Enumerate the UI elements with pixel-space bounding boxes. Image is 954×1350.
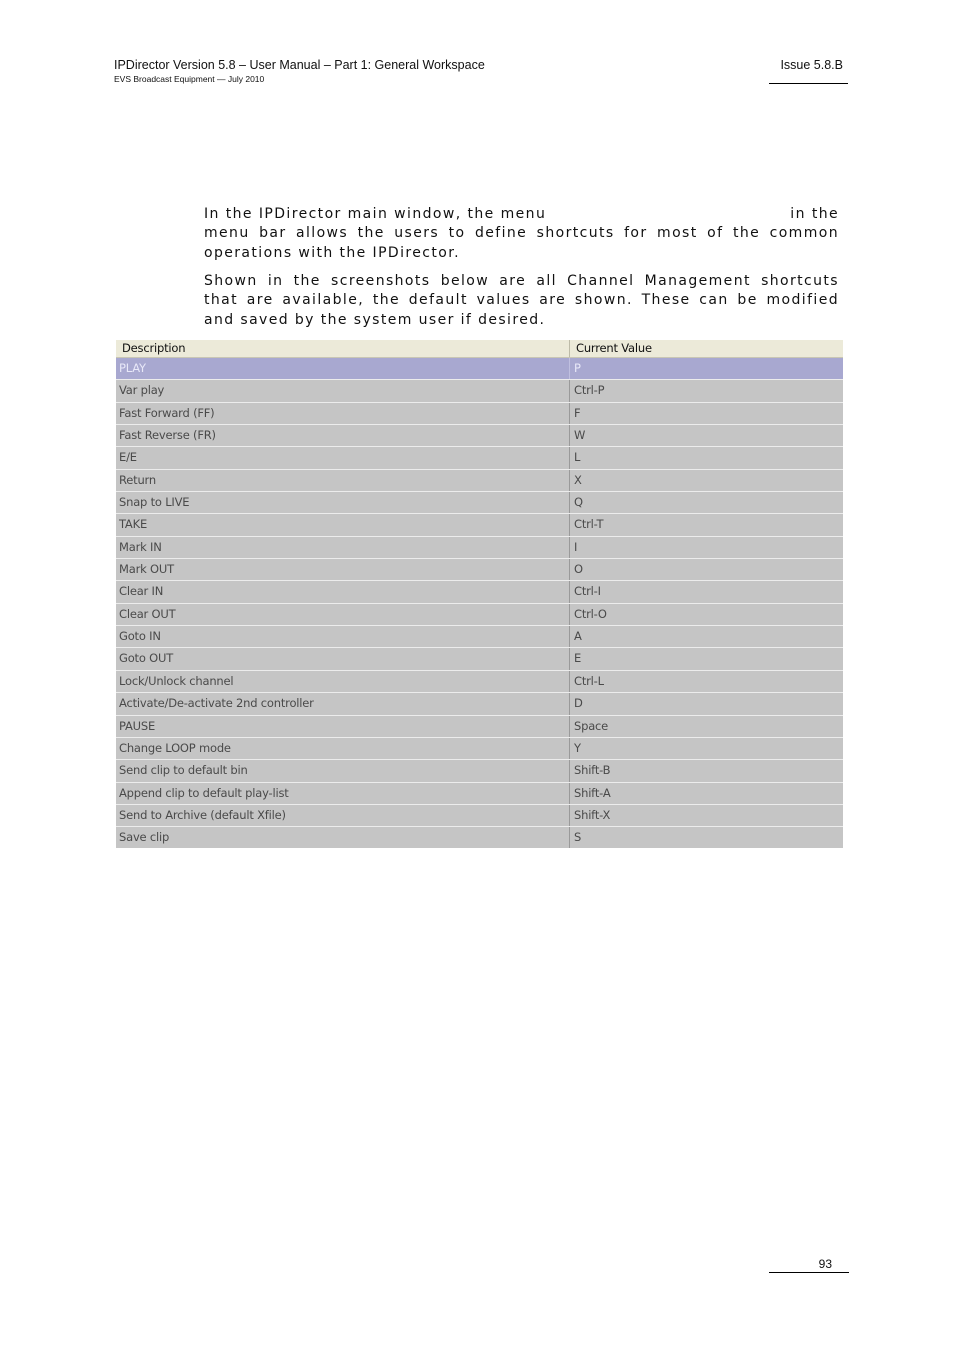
- table-row[interactable]: [116, 581, 843, 603]
- table-row[interactable]: [116, 626, 843, 648]
- shortcut-description: Snap to LIVE: [116, 492, 570, 513]
- shortcut-value[interactable]: Y: [574, 740, 581, 755]
- shortcut-value[interactable]: D: [574, 696, 583, 711]
- shortcut-value[interactable]: Ctrl-L: [574, 673, 604, 688]
- header-subtitle: EVS Broadcast Equipment — July 2010: [114, 74, 265, 84]
- table-row[interactable]: [116, 716, 843, 738]
- shortcut-description: Var play: [116, 380, 570, 401]
- shortcut-value[interactable]: Space: [574, 718, 609, 733]
- table-row[interactable]: [116, 358, 843, 380]
- table-row[interactable]: [116, 425, 843, 447]
- table-row[interactable]: [116, 648, 843, 670]
- intro-paragraph: In the IPDirector main window, the menu in the menu bar allows the users to define shortcuts for most of the common operations with the IPDirector.: [204, 206, 845, 261]
- shortcut-value[interactable]: A: [574, 629, 582, 644]
- description-paragraph: Shown in the screenshots below are all Channel Management shortcuts that are available, the default values are shown. These can be modified and saved by the system user if desired.: [204, 273, 839, 328]
- table-row[interactable]: [116, 693, 843, 715]
- header-title: IPDirector Version 5.8 – User Manual – Part 1: General Workspace: [114, 58, 485, 72]
- table-row[interactable]: [116, 492, 843, 514]
- shortcut-value[interactable]: Ctrl-P: [574, 383, 605, 398]
- shortcut-description: Clear IN: [116, 581, 570, 602]
- shortcut-value[interactable]: Shift-B: [574, 763, 611, 778]
- shortcut-description: Fast Forward (FF): [116, 403, 570, 424]
- shortcut-description: Activate/De-activate 2nd controller: [116, 693, 570, 714]
- table-header: [116, 340, 843, 358]
- shortcut-value[interactable]: I: [574, 539, 578, 554]
- header-rule: [769, 83, 848, 84]
- shortcut-value[interactable]: F: [574, 405, 581, 420]
- shortcut-description: E/E: [116, 447, 570, 468]
- table-row[interactable]: [116, 805, 843, 827]
- shortcut-description: Send clip to default bin: [116, 760, 570, 781]
- shortcut-description: Mark IN: [116, 537, 570, 558]
- shortcut-value[interactable]: Ctrl-O: [574, 606, 607, 621]
- shortcuts-table: [116, 340, 843, 848]
- shortcut-description: Goto IN: [116, 626, 570, 647]
- table-row[interactable]: [116, 470, 843, 492]
- column-header-description[interactable]: Description: [116, 340, 570, 357]
- table-body: [116, 358, 843, 848]
- table-row[interactable]: [116, 403, 843, 425]
- table-row[interactable]: [116, 760, 843, 782]
- shortcut-value[interactable]: X: [574, 472, 582, 487]
- shortcut-description: Save clip: [116, 827, 570, 848]
- table-row[interactable]: [116, 738, 843, 760]
- shortcut-description: Mark OUT: [116, 559, 570, 580]
- shortcut-value[interactable]: S: [574, 830, 582, 845]
- shortcut-value[interactable]: Shift-X: [574, 807, 611, 822]
- shortcut-description: Goto OUT: [116, 648, 570, 669]
- shortcut-description: TAKE: [116, 514, 570, 535]
- shortcut-value[interactable]: O: [574, 562, 583, 577]
- table-row[interactable]: [116, 783, 843, 805]
- shortcut-description: Change LOOP mode: [116, 738, 570, 759]
- shortcut-value[interactable]: Ctrl-T: [574, 517, 604, 532]
- table-row[interactable]: [116, 447, 843, 469]
- page-number: 93: [818, 1257, 832, 1271]
- shortcut-description: Return: [116, 470, 570, 491]
- table-row[interactable]: [116, 380, 843, 402]
- table-row[interactable]: [116, 514, 843, 536]
- shortcut-value[interactable]: P: [574, 361, 581, 375]
- table-row[interactable]: [116, 671, 843, 693]
- shortcut-value[interactable]: L: [574, 450, 581, 465]
- shortcut-description: Lock/Unlock channel: [116, 671, 570, 692]
- shortcut-description: Clear OUT: [116, 604, 570, 625]
- header-issue: Issue 5.8.B: [780, 58, 843, 72]
- shortcut-value[interactable]: Ctrl-I: [574, 584, 601, 599]
- table-row[interactable]: [116, 559, 843, 581]
- shortcut-description: Append clip to default play-list: [116, 783, 570, 804]
- shortcut-description: PLAY: [116, 358, 570, 379]
- shortcut-description: Fast Reverse (FR): [116, 425, 570, 446]
- shortcut-description: PAUSE: [116, 716, 570, 737]
- shortcut-value[interactable]: E: [574, 651, 582, 666]
- footer-rule: [769, 1272, 849, 1273]
- shortcut-value[interactable]: Q: [574, 495, 583, 510]
- shortcut-value[interactable]: Shift-A: [574, 785, 611, 800]
- shortcut-description: Send to Archive (default Xfile): [116, 805, 570, 826]
- shortcut-value[interactable]: W: [574, 428, 586, 443]
- table-row[interactable]: [116, 537, 843, 559]
- column-header-current-value[interactable]: Current Value: [576, 341, 652, 355]
- table-row[interactable]: [116, 604, 843, 626]
- table-row[interactable]: [116, 827, 843, 848]
